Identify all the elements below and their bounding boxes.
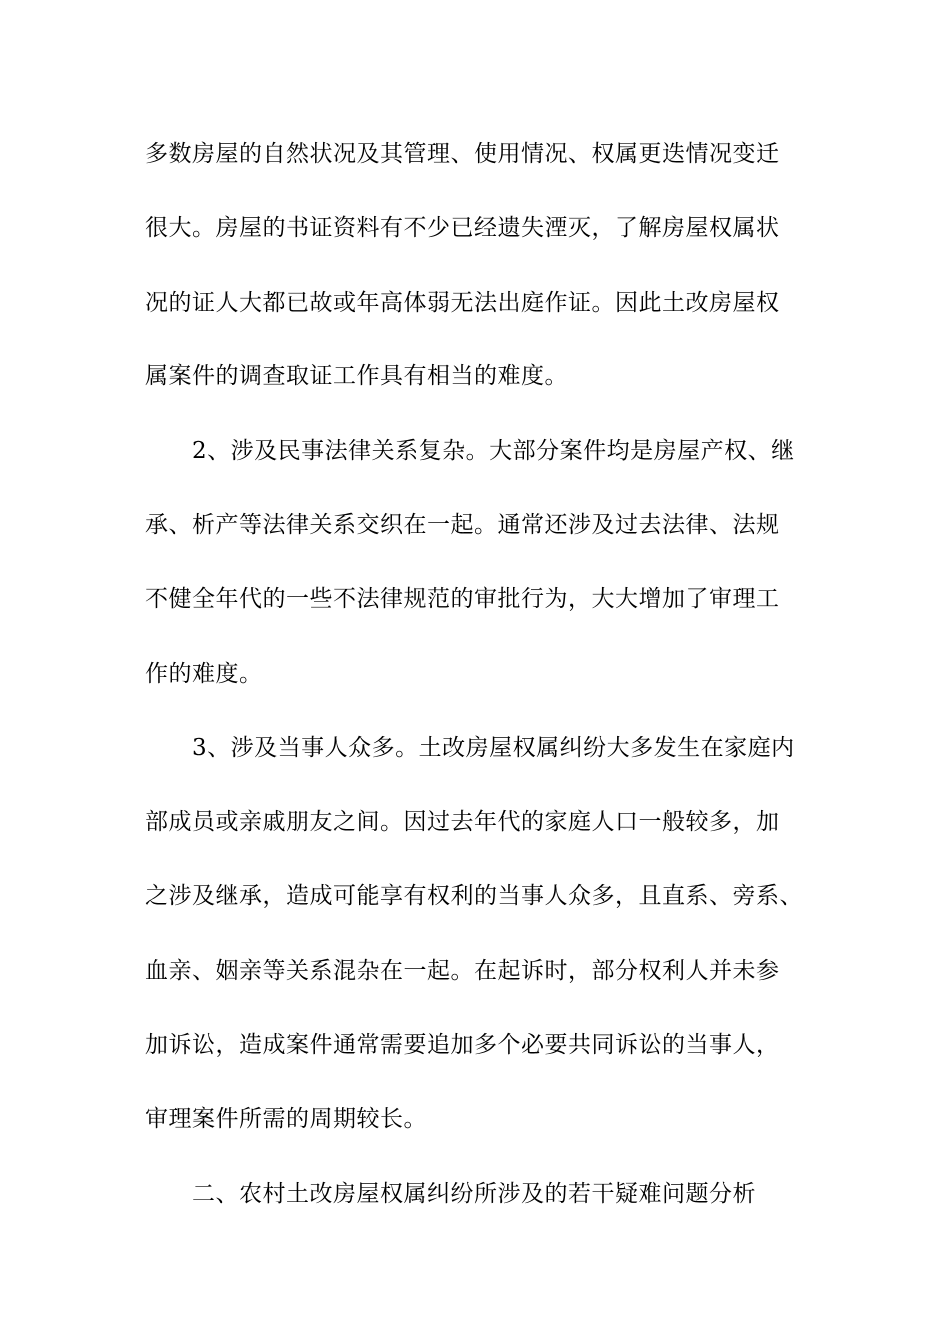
paragraph-3-line-6: 审理案件所需的周期较长。 <box>145 1106 427 1132</box>
paragraph-3-line-1: 3、涉及当事人众多。土改房屋权属纠纷大多发生在家庭内 <box>192 735 795 761</box>
paragraph-3-line-5: 加诉讼，造成案件通常需要追加多个必要共同诉讼的当事人， <box>145 1032 780 1058</box>
paragraph-2-line-1: 2、涉及民事法律关系复杂。大部分案件均是房屋产权、继 <box>192 438 795 464</box>
paragraph-1-line-1: 多数房屋的自然状况及其管理、使用情况、权属更迭情况变迁 <box>145 141 780 167</box>
section-heading: 二、农村土改房屋权属纠纷所涉及的若干疑难问题分析 <box>192 1181 756 1207</box>
paragraph-1-line-4: 属案件的调查取证工作具有相当的难度。 <box>145 363 568 389</box>
paragraph-3-line-4: 血亲、姻亲等关系混杂在一起。在起诉时，部分权利人并未参 <box>145 958 780 984</box>
paragraph-2-line-4: 作的难度。 <box>145 661 263 687</box>
paragraph-2-line-2: 承、析产等法律关系交织在一起。通常还涉及过去法律、法规 <box>145 512 780 538</box>
paragraph-3-line-3: 之涉及继承，造成可能享有权利的当事人众多，且直系、旁系、 <box>145 883 803 909</box>
paragraph-1-line-3: 况的证人大都已故或年高体弱无法出庭作证。因此土改房屋权 <box>145 290 780 316</box>
paragraph-3-line-2: 部成员或亲戚朋友之间。因过去年代的家庭人口一般较多，加 <box>145 809 780 835</box>
paragraph-2-line-3: 不健全年代的一些不法律规范的审批行为，大大增加了审理工 <box>145 586 780 612</box>
paragraph-1-line-2: 很大。房屋的书证资料有不少已经遗失湮灭，了解房屋权属状 <box>145 215 780 241</box>
